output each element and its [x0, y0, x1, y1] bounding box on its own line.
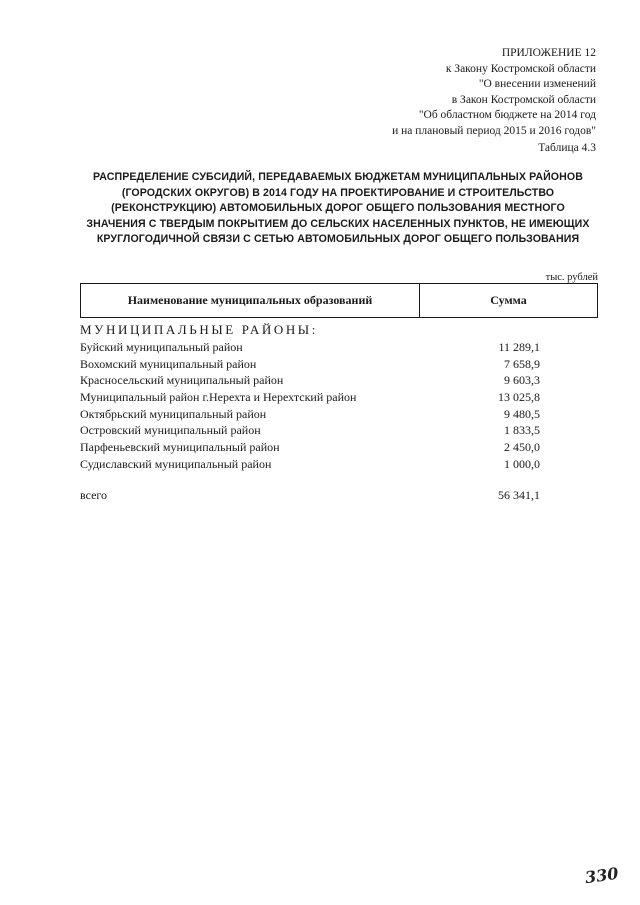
row-value: 1 833,5 — [504, 423, 540, 438]
row-value: 7 658,9 — [504, 356, 540, 371]
appendix-line: "О внесении изменений — [478, 78, 596, 90]
appendix-line: "Об областном бюджете на 2014 год — [418, 109, 596, 121]
appendix-line: и на плановый период 2015 и 2016 годов" — [392, 124, 596, 137]
total-label: всего — [80, 488, 108, 502]
table-header — [80, 283, 598, 318]
unit-label: тыс. рублей — [545, 272, 598, 283]
table-number: Таблица 4.3 — [538, 142, 596, 154]
table-row — [80, 356, 540, 373]
row-name: Островский муниципальный район — [80, 423, 261, 438]
table-row — [80, 456, 540, 473]
title-line: КРУГЛОГОДИЧНОЙ СВЯЗИ С СЕТЬЮ АВТОМОБИЛЬНЫХ ДОРОГ ОБЩЕГО ПОЛЬЗОВАНИЯ — [96, 233, 580, 245]
document-title — [78, 170, 598, 248]
row-value: 9 480,5 — [504, 406, 540, 421]
total-value: 56 341,1 — [498, 488, 540, 502]
total-row — [80, 488, 540, 503]
row-name: Парфеньевский муниципальный район — [80, 440, 280, 455]
title-line: (РЕКОНСТРУКЦИЮ) АВТОМОБИЛЬНЫХ ДОРОГ ОБЩЕГО ПОЛЬЗОВАНИЯ МЕСТНОГО — [111, 202, 565, 214]
table-row — [80, 422, 540, 439]
title-line: РАСПРЕДЕЛЕНИЕ СУБСИДИЙ, ПЕРЕДАВАЕМЫХ БЮДЖЕТАМ МУНИЦИПАЛЬНЫХ РАЙОНОВ — [93, 171, 583, 183]
table-row — [80, 439, 540, 456]
table-row — [80, 389, 540, 406]
row-value: 1 000,0 — [504, 456, 540, 471]
row-name: Вохомский муниципальный район — [80, 356, 257, 371]
row-name: Муниципальный район г.Нерехта и Нерехтский район — [80, 390, 357, 405]
row-value: 13 025,8 — [498, 390, 540, 405]
appendix-header — [392, 46, 596, 139]
row-name: Октябрьский муниципальный район — [80, 406, 267, 421]
table-row — [80, 372, 540, 389]
row-name: Судиславский муниципальный район — [80, 456, 272, 471]
title-line: ЗНАЧЕНИЯ С ТВЕРДЫМ ПОКРЫТИЕМ ДО СЕЛЬСКИХ НАСЕЛЕННЫХ ПУНКТОВ, НЕ ИМЕЮЩИХ — [86, 217, 590, 230]
row-value: 11 289,1 — [498, 340, 540, 354]
table-row — [80, 406, 540, 423]
appendix-line: ПРИЛОЖЕНИЕ 12 — [501, 47, 596, 59]
appendix-line: к Закону Костромской области — [445, 62, 596, 75]
row-value: 9 603,3 — [504, 373, 540, 388]
header-name-column: Наименование муниципальных образований — [81, 284, 420, 317]
page-number: 330 — [583, 863, 620, 888]
row-value: 2 450,0 — [504, 440, 540, 455]
row-name: Красносельский муниципальный район — [80, 373, 284, 388]
title-line: (ГОРОДСКИХ ОКРУГОВ) В 2014 ГОДУ НА ПРОЕКТИРОВАНИЕ И СТРОИТЕЛЬСТВО — [121, 186, 555, 199]
header-sum-column: Сумма — [490, 293, 527, 307]
section-title: МУНИЦИПАЛЬНЫЕ РАЙОНЫ: — [80, 322, 318, 337]
table-body — [80, 339, 540, 473]
table-row — [80, 339, 540, 356]
appendix-line: в Закон Костромской области — [451, 93, 596, 106]
row-name: Буйский муниципальный район — [80, 340, 243, 354]
